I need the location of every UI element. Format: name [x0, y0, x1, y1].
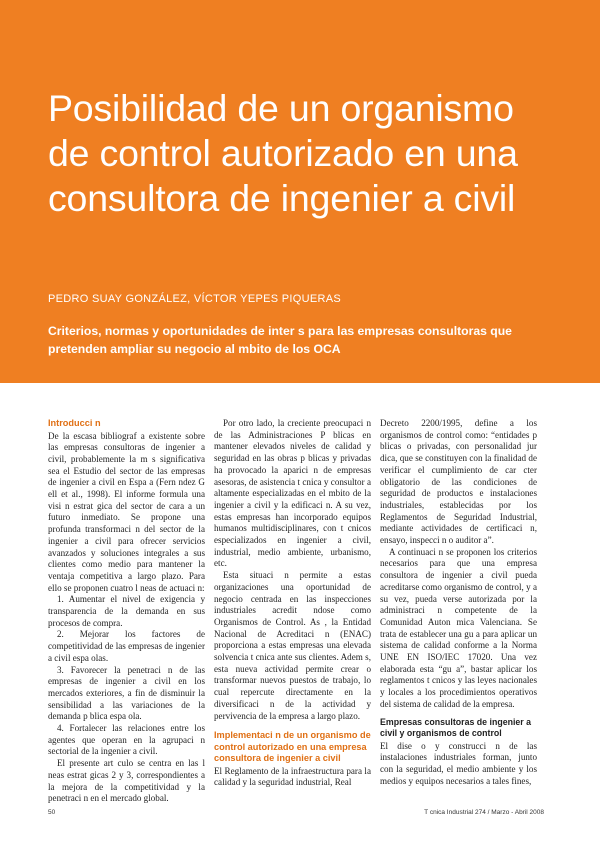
paragraph: 3. Favorecer la penetraci n de las empresas de ingenier a civil en los mercados exteriores, a fin de disminuir la sensibilidad a las variaciones de la demanda p blica espa ola.	[48, 664, 205, 722]
column-3	[380, 418, 537, 787]
paragraph: El dise o y construcci n de las instalaciones industriales forman, junto con la seguridad, el medio ambiente y los medios y equipos necesarios a tales fines,	[380, 740, 537, 786]
title-line: consultora de ingenier a civil	[48, 177, 516, 219]
subtitle	[48, 322, 568, 358]
paragraph: Por otro lado, la creciente preocupaci n de las Administraciones P blicas en mantener elevados niveles de calidad y seguridad en las obras p blicas y privadas ha provocado la aparici n de empresas asesoras, de asistencia t cnica y consultor a altamente especializadas en el mbito de la ingenier a civil y la edificaci n. A su vez, estas empresas han incorporado equipos humanos multidisciplinares, con t cnicos especializados en ingenier a civil, industrial, medio ambiente, urbanismo, etc.	[214, 418, 371, 569]
subsection-heading: Empresas consultoras de ingenier a civil y organismos de control	[380, 716, 532, 739]
paragraph: 1. Aumentar el nivel de exigencia y transparencia de la demanda en sus procesos de compra.	[48, 594, 205, 628]
paragraph: Esta situaci n permite a estas organizaciones una oportunidad de negocio centrada en las inspecciones industriales acredit ndose como Organismos de Control. As , la Entidad Nacional de Acreditaci n (ENAC) proporciona a estas empresas una elevada solvencia t cnica ante sus clientes. Adem s, esta nueva actividad permite crear o transformar nuevos puestos de trabajo, lo cual repercute directamente en la diversificaci n de la actividad y pervivencia de la empresa a largo plazo.	[214, 570, 371, 721]
column-1	[48, 418, 205, 805]
paragraph: Decreto 2200/1995, define a los organismos de control como: “entidades p blicas o privadas, con personalidad jur dica, que se constituyen con la finalidad de verificar el cumplimiento de car cter obligatorio de las condiciones de seguridad de productos e instalaciones industriales, establecidas por los Reglamentos de Seguridad Industrial, mediante actividades de certificaci n, ensayo, inspecci n o auditor a”.	[380, 418, 537, 546]
subtitle-line: pretenden ampliar su negocio al mbito de los OCA	[48, 342, 341, 356]
page-number: 50	[48, 809, 56, 816]
paragraph: A continuaci n se proponen los criterios necesarios para que una empresa consultora de ingenier a civil pueda acreditarse como organismo de control, y a su vez, pueda verse autorizada por la administraci n competente de la Comunidad Auton mica Valenciana. Se trata de establecer una gu a para aplicar un sistema de calidad conforme a la Norma UNE EN ISO/IEC 17020. Una vez elaborada esta “gu a”, bastar aplicar los reglamentos t cnicos y las leyes nacionales y locales a los procedimientos operativos del sistema de calidad de la empresa.	[380, 546, 537, 709]
paragraph: El presente art culo se centra en las l neas estrat gicas 2 y 3, correspondientes a la mejora de la competitividad y la penetraci n en el mercado global.	[48, 758, 205, 804]
section-heading: Implementaci n de un organismo de control autorizado en una empresa consultora de ingenier a civil	[214, 730, 371, 764]
header-banner	[0, 0, 600, 383]
paragraph: 4. Fortalecer las relaciones entre los agentes que operan en la agrupaci n sectorial de la ingenier a civil.	[48, 723, 205, 757]
journal-footer: T cnica Industrial 274 / Marzo - Abril 2008	[424, 809, 544, 816]
subtitle-line: Criterios, normas y oportunidades de inter s para las empresas consultoras que	[48, 324, 512, 338]
paragraph: 2. Mejorar los factores de competitividad de las empresas de ingenier a civil espa olas.	[48, 629, 205, 663]
paragraph: De la escasa bibliograf a existente sobre las empresas consultoras de ingenier a civil, probablemente la m s significativa sea el Estudio del sector de las empresas de ingenier a civil en Espa a (Fern ndez G ell et al., 1998). El informe formula una visi n estrat gica del sector de cara a un futuro inmediato. Se propone una profunda transformaci n del sector de la ingenier a civil para ofrecer servicios avanzados y soluciones integrales a sus clientes como medio para mantener la ventaja competitiva a largo plazo. Para ello se proponen cuatro l neas de actuaci n:	[48, 430, 205, 593]
paragraph: El Reglamento de la infraestructura para la calidad y la seguridad industrial, Real	[214, 765, 371, 788]
column-2	[214, 418, 371, 789]
title-line: Posibilidad de un organismo	[48, 87, 514, 129]
article-title	[48, 86, 588, 221]
title-line: de control autorizado en una	[48, 132, 518, 174]
section-heading: Introducci n	[48, 418, 101, 428]
authors: PEDRO SUAY GONZÁLEZ, VÍCTOR YEPES PIQUERAS	[48, 293, 341, 305]
